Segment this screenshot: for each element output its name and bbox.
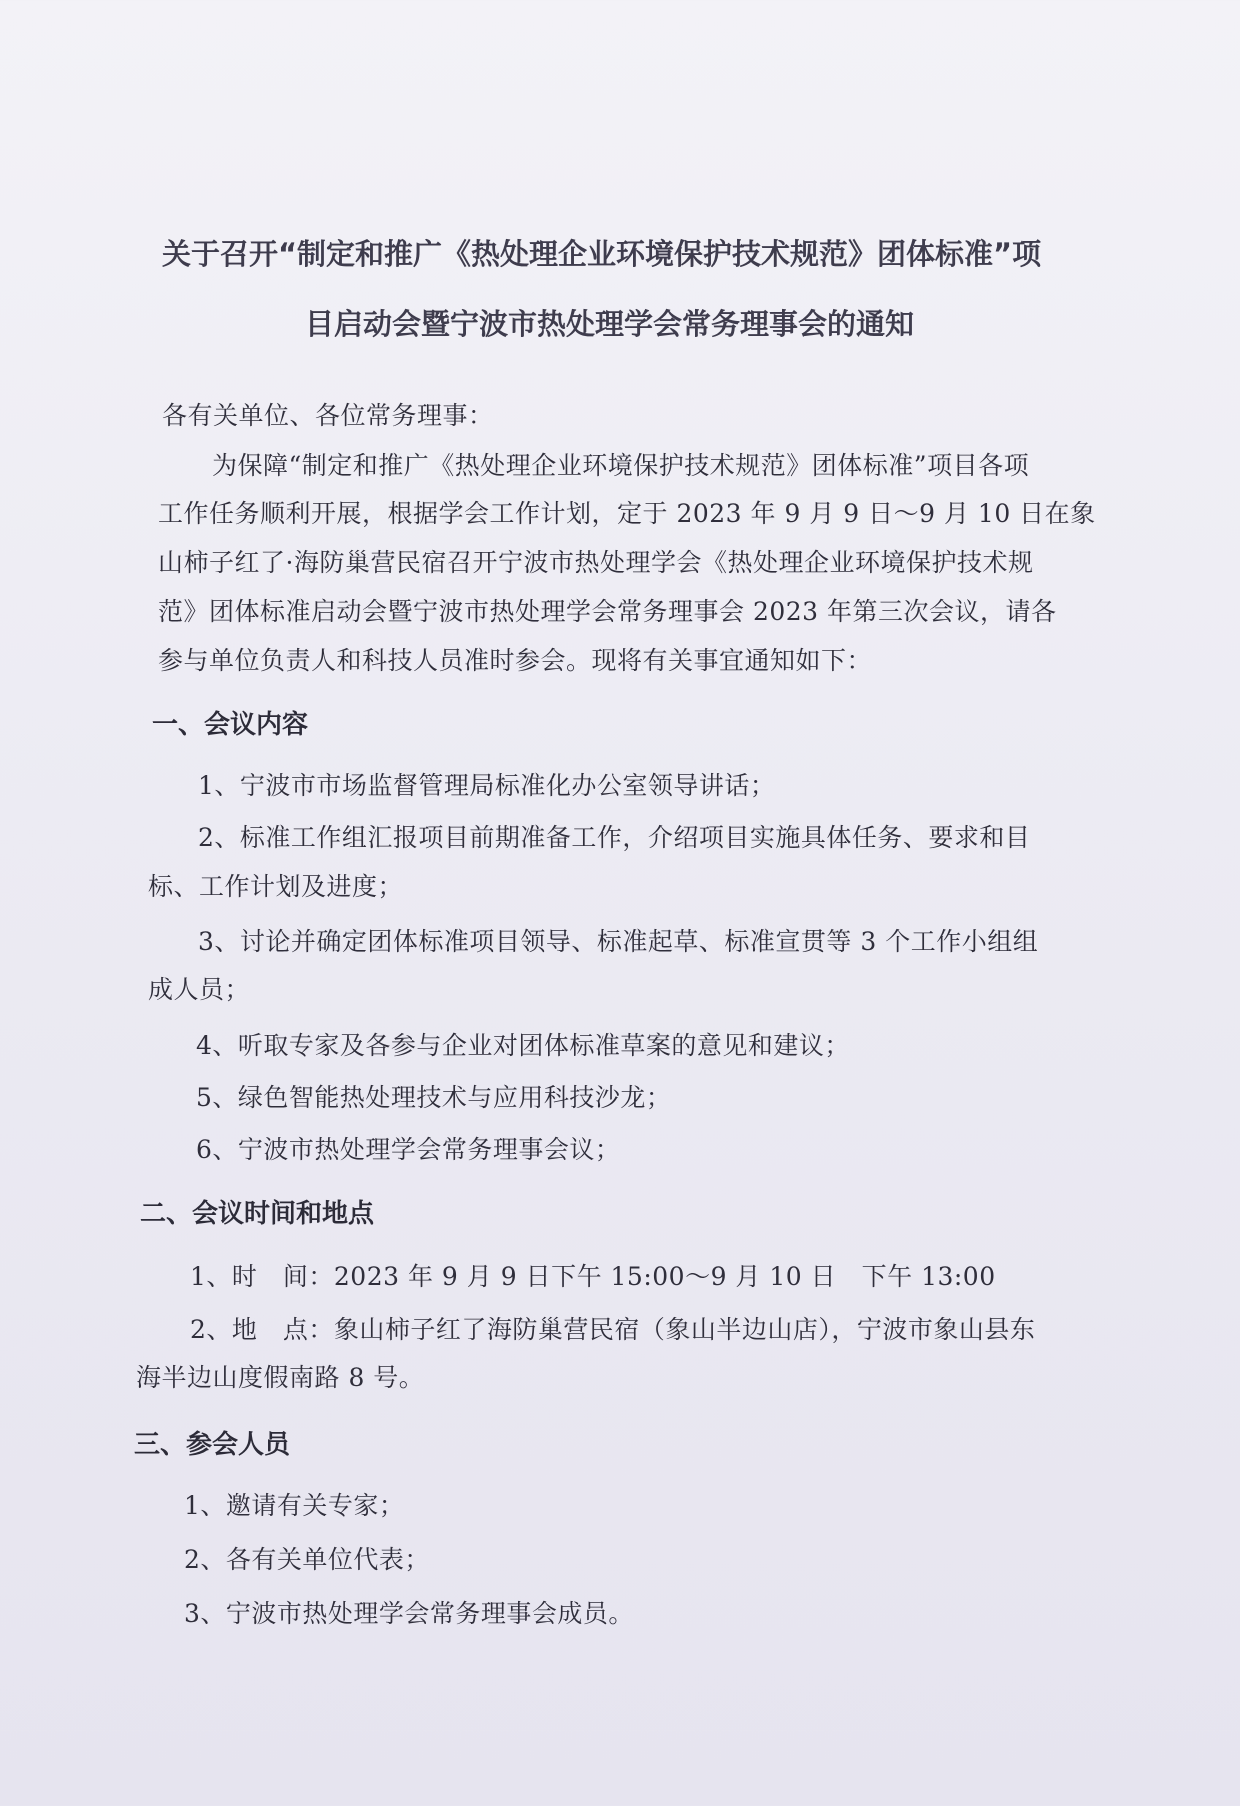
intro-line: 参与单位负责人和科技人员准时参会。现将有关事宜通知如下： <box>158 646 873 675</box>
attendee-item: 1、邀请有关专家； <box>184 1491 405 1520</box>
section-heading-content: 一、会议内容 <box>152 710 309 740</box>
attendee-item: 2、各有关单位代表； <box>184 1545 430 1574</box>
intro-line: 山柿子红了·海防巢营民宿召开宁波市热处理学会《热处理企业环境保护技术规 <box>158 548 1034 577</box>
title-line-1: 关于召开“制定和推广《热处理企业环境保护技术规范》团体标准”项 <box>162 237 1042 271</box>
content-item: 2、标准工作组汇报项目前期准备工作，介绍项目实施具体任务、要求和目 <box>198 823 1031 852</box>
content-item: 1、宁波市市场监督管理局标准化办公室领导讲话； <box>198 771 776 800</box>
content-item: 6、宁波市热处理学会常务理事会议； <box>196 1135 621 1164</box>
intro-line: 为保障“制定和推广《热处理企业环境保护技术规范》团体标准”项目各项 <box>212 451 1030 480</box>
title-line-2: 目启动会暨宁波市热处理学会常务理事会的通知 <box>305 307 915 341</box>
content-item: 3、讨论并确定团体标准项目领导、标准起草、标准宣贯等 3 个工作小组组 <box>198 927 1039 956</box>
time-place-item: 2、地 点：象山柿子红了海防巢营民宿（象山半边山店），宁波市象山县东 <box>190 1315 1036 1344</box>
time-place-item: 1、时 间：2023 年 9 月 9 日下午 15:00～9 月 10 日 下午 13:00 <box>190 1262 996 1291</box>
time-place-item: 海半边山度假南路 8 号。 <box>136 1363 425 1392</box>
content-item: 4、听取专家及各参与企业对团体标准草案的意见和建议； <box>196 1031 850 1060</box>
content-item: 5、绿色智能热处理技术与应用科技沙龙； <box>196 1083 672 1112</box>
content-item: 标、工作计划及进度； <box>148 872 404 901</box>
intro-line: 工作任务顺利开展，根据学会工作计划，定于 2023 年 9 月 9 日～9 月 10 日在象 <box>158 499 1096 528</box>
section-heading-time-place: 二、会议时间和地点 <box>140 1199 375 1229</box>
section-heading-attendees: 三、参会人员 <box>134 1430 291 1460</box>
content-item: 成人员； <box>148 975 251 1004</box>
attendee-item: 3、宁波市热处理学会常务理事会成员。 <box>184 1599 634 1628</box>
salutation: 各有关单位、各位常务理事： <box>162 401 494 430</box>
intro-line: 范》团体标准启动会暨宁波市热处理学会常务理事会 2023 年第三次会议，请各 <box>158 597 1057 626</box>
